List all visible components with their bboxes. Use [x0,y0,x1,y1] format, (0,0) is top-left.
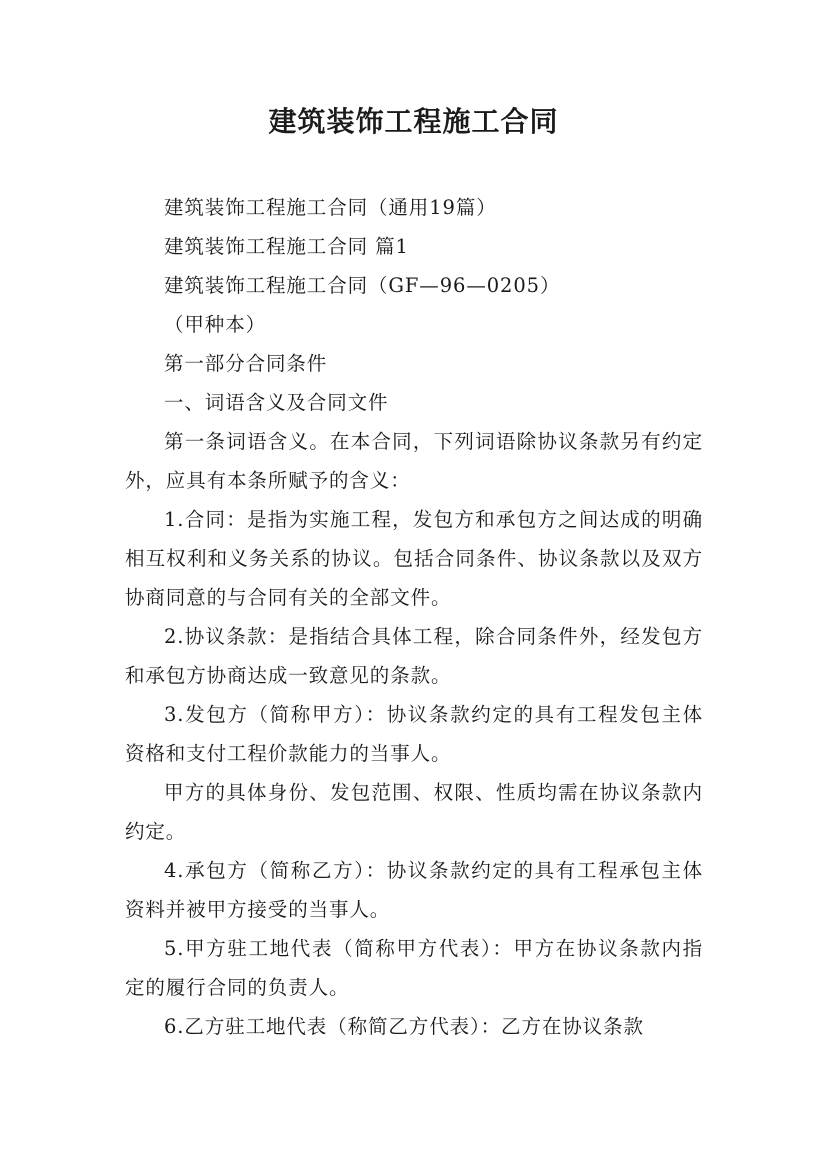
paragraph: 3.发包方（简称甲方）：协议条款约定的具有工程发包主体资格和支付工程价款能力的当事人。 [125,703,703,765]
paragraph: 2.协议条款：是指结合具体工程，除合同条件外，经发包方和承包方协商达成一致意见的条款。 [125,625,703,687]
paragraph: 4.承包方（简称乙方）：协议条款约定的具有工程承包主体资料并被甲方接受的当事人。 [125,859,703,921]
paragraph: 6.乙方驻工地代表（称简乙方代表）：乙方在协议条款 [164,1015,644,1038]
document-title: 建筑装饰工程施工合同 [268,105,559,138]
paragraph: 建筑装饰工程施工合同（GF—96—0205） [164,274,561,297]
paragraph: 1.合同：是指为实施工程，发包方和承包方之间达成的明确相互权利和义务关系的协议。包括合同条件、协议条款以及双方协商同意的与合同有关的全部文件。 [125,508,703,609]
paragraph: 第一条词语含义。在本合同，下列词语除协议条款另有约定外，应具有本条所赋予的含义： [125,430,703,492]
paragraph: 建筑装饰工程施工合同 篇1 [164,235,409,258]
paragraph: 5.甲方驻工地代表（简称甲方代表）：甲方在协议条款内指定的履行合同的负责人。 [125,937,703,999]
paragraph: 甲方的具体身份、发包范围、权限、性质均需在协议条款内约定。 [125,781,703,843]
paragraph: 建筑装饰工程施工合同（通用19篇） [164,196,497,219]
paragraph: （甲种本） [164,313,267,336]
paragraph: 第一部分合同条件 [164,352,328,375]
document-body [125,188,703,1046]
paragraph: 一、词语含义及合同文件 [164,391,389,414]
